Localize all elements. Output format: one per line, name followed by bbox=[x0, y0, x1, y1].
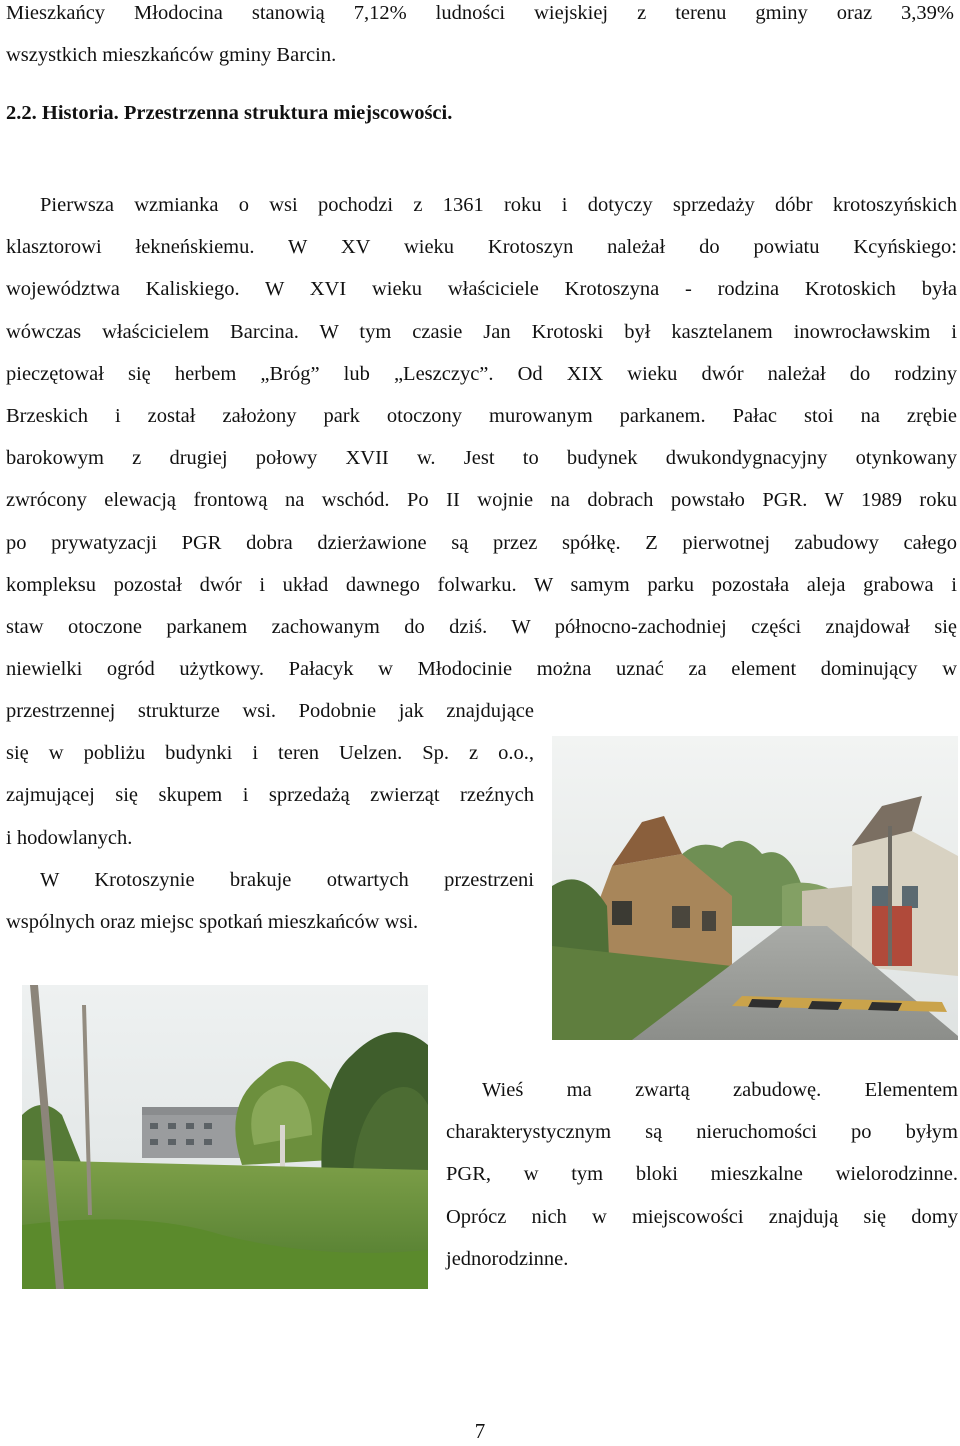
intro-paragraph bbox=[6, 0, 954, 76]
text-line: Wieś ma zwartą zabudowę. Elementem bbox=[482, 1079, 958, 1101]
pgr-blocks-photo bbox=[22, 985, 428, 1289]
text-line: PGR, w tym bloki mieszkalne wielorodzinne. bbox=[446, 1163, 958, 1186]
text-beside-blocks-photo bbox=[446, 1069, 958, 1280]
village-street-photo bbox=[552, 736, 958, 1040]
page-number: 7 bbox=[474, 1419, 486, 1443]
text-line: staw otoczone parkanem zachowanym do dziś. W północno-zachodniej części znajdował się bbox=[6, 616, 957, 639]
section-heading: 2.2. Historia. Przestrzenna struktura miejscowości. bbox=[6, 102, 453, 124]
text-line: niewielki ogród użytkowy. Pałacyk w Młodocinie można uznać za element dominujący w bbox=[6, 658, 957, 681]
history-paragraph bbox=[6, 184, 957, 690]
text-line: się w pobliżu budynki i teren Uelzen. Sp. z o.o., bbox=[6, 742, 534, 765]
text-line: po prywatyzacji PGR dobra dzierżawione są przez spółkę. Z pierwotnej zabudowy całego bbox=[6, 531, 957, 554]
text-beside-street-photo bbox=[6, 690, 534, 943]
text-line: jednorodzinne. bbox=[446, 1247, 569, 1270]
text-line: Pierwsza wzmianka o wsi pochodzi z 1361 roku i dotyczy sprzedaży dóbr krotoszyńskich bbox=[40, 194, 957, 216]
text-line: wszystkich mieszkańców gminy Barcin. bbox=[6, 44, 337, 67]
text-line: charakterystycznym są nieruchomości po byłym bbox=[446, 1121, 958, 1144]
text-line: Mieszkańcy Młodocina stanowią 7,12% ludności wiejskiej z terenu gminy oraz 3,39% bbox=[6, 2, 954, 24]
text-line: zajmującej się skupem i sprzedażą zwierząt rzeźnych bbox=[6, 784, 534, 807]
text-line: kompleksu pozostał dwór i układ dawnego folwarku. W samym parku pozostała aleja grabowa i bbox=[6, 573, 957, 596]
text-line: Oprócz nich w miejscowości znajdują się domy bbox=[446, 1205, 958, 1228]
text-line: województwa Kaliskiego. W XVI wieku właściciele Krotoszyna - rodzina Krotoskich była bbox=[6, 278, 957, 301]
text-line: pieczętował się herbem „Bróg” lub „Leszczyc”. Od XIX wieku dwór należał do rodziny bbox=[6, 362, 957, 385]
text-line: wspólnych oraz miejsc spotkań mieszkańców wsi. bbox=[6, 911, 419, 934]
text-line: Brzeskich i został założony park otoczony murowanym parkanem. Pałac stoi na zrębie bbox=[6, 405, 957, 428]
text-line: barokowym z drugiej połowy XVII w. Jest to budynek dwukondygnacyjny otynkowany bbox=[6, 447, 957, 470]
text-line: wówczas właścicielem Barcina. W tym czasie Jan Krotoski był kasztelanem inowrocławskim i bbox=[6, 320, 957, 343]
text-line: przestrzennej strukturze wsi. Podobnie jak znajdujące bbox=[6, 700, 534, 722]
text-line: klasztorowi łekneńskiemu. W XV wieku Krotoszyn należał do powiatu Kcyńskiego: bbox=[6, 236, 957, 259]
text-line: zwrócony elewacją frontową na wschód. Po II wojnie na dobrach powstało PGR. W 1989 roku bbox=[6, 489, 957, 512]
text-line: i hodowlanych. bbox=[6, 826, 133, 849]
text-line: W Krotoszynie brakuje otwartych przestrzeni bbox=[40, 868, 534, 891]
